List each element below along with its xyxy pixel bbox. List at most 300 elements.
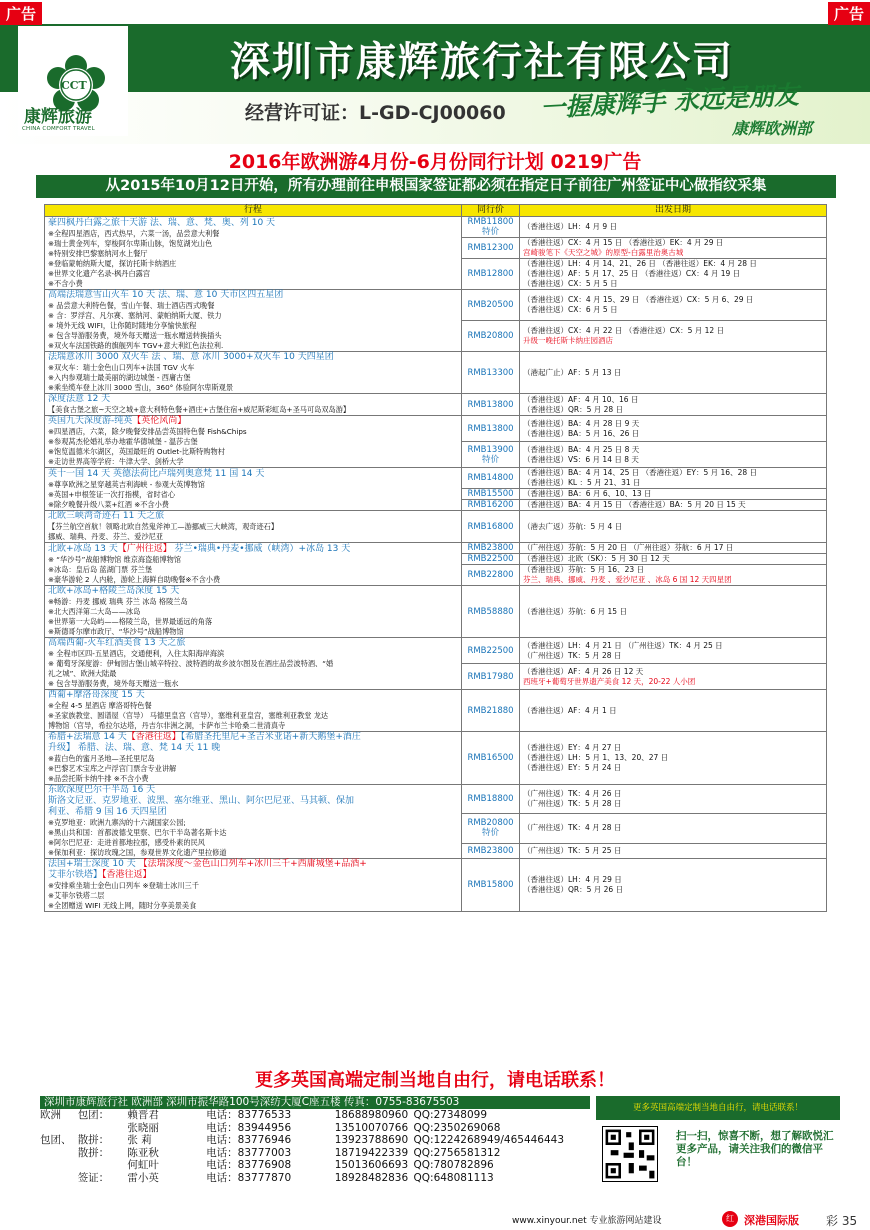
website-url: www.xinyour.net 专业旅游网站建设 (512, 1216, 662, 1226)
route-title (48, 690, 458, 701)
contact-role: 散拼： (77, 1134, 110, 1146)
route-feature: ※登临蒙帕纳斯大厦，探访托斯卡纳酒庄 (48, 258, 177, 268)
table-row (45, 638, 827, 664)
price-cell (462, 489, 520, 500)
route-feature: 博物馆（官导，希拉尔达塔，丹吉尔非洲之洞，卡萨布兰卡哈桑二世清真寺 (48, 721, 286, 730)
date-note: 西班牙+葡萄牙世界遗产美食 12 天，20-22 人小团 (523, 676, 696, 686)
route-feature: ※豪华游轮 2 人内舱，游轮上海鲜自助晚餐※不含小费 (48, 574, 221, 584)
price-cell (462, 416, 520, 442)
price-cell (462, 238, 520, 259)
route-title-line3: 利亚、希腊 9 国 16 天四星团 (48, 807, 167, 817)
price-value: RMB22500 (467, 645, 514, 656)
route-feature: ※双火车：瑞士金色山口列车+法国 TGV 火车 (48, 363, 195, 372)
route-feature: ※瑞士黄金列车，穿梭阿尔卑斯山脉，饱览湖光山色 (48, 238, 213, 248)
price-value: RMB12300 (467, 243, 514, 253)
newspaper-logo-icon: 红 (722, 1211, 738, 1227)
price-cell (462, 217, 520, 238)
route-feature: ※阿尔巴尼亚：走进首都地拉那，感受朴素的民风 (48, 838, 205, 847)
route-title (48, 218, 458, 229)
departure-date: （香港往返）AF：4 月 10、16 日 (523, 394, 639, 404)
ad-tag-right: 广告 (828, 2, 870, 25)
route-title-text: 北欧三峡湾奇迹石 11 天之旅 (48, 511, 165, 521)
contact-name: 赖晋君 (127, 1109, 159, 1121)
departure-date: （香港往返）AF：4 月 26 日 12 天 (523, 666, 644, 676)
route-feature: ※英国+申根签证一次打指模，省时省心 (48, 489, 176, 499)
departure-date: （广州往返）TK：5 月 28 日 (523, 799, 622, 809)
date-cell (520, 843, 827, 858)
ad-tag-left: 广告 (0, 2, 42, 25)
route-feature: ※走访世界高等学府：牛津大学、剑桥大学 (48, 457, 184, 466)
table-row (45, 732, 827, 785)
license-number: 经营许可证：L-GD-CJ00060 (245, 102, 506, 124)
price-value: RMB13300 (467, 367, 514, 378)
price-cell (462, 543, 520, 554)
route-title2-text: 艾菲尔铁塔】 (48, 870, 103, 880)
more-info-banner: 更多英国高端定制当地自由行，请电话联系！ (255, 1070, 615, 1091)
contact-group: 欧洲 (40, 1109, 61, 1121)
price-value: RMB20500 (467, 300, 514, 310)
logo (18, 26, 128, 136)
contact-row (40, 1159, 590, 1172)
date-cell (520, 259, 827, 290)
date-cell (520, 489, 827, 500)
fingerprint-notice: 从2015年10月12日开始，所有办理前往申根国家签证都必须在指定日子前往广州签证中心做指纹采集 (36, 175, 836, 198)
route-title-highlight: 【法瑞深度～金色山口列车+冰川三千+西庸城堡+品酒+ (135, 859, 367, 869)
logo-mark: CCT (61, 79, 87, 92)
price-cell (462, 565, 520, 586)
date-cell (520, 442, 827, 468)
price-cell (462, 554, 520, 565)
date-cell (520, 859, 827, 912)
contact-row (40, 1109, 590, 1122)
price-tag: 特价 (481, 828, 499, 839)
table-row (45, 217, 827, 238)
route-feature: ※ 全程市区四-五星酒店，交通便利，入住太阳海岸海滨 (48, 649, 225, 658)
contact-row (40, 1122, 590, 1135)
date-cell (520, 238, 827, 259)
header-route: 行程 (45, 205, 462, 217)
slogan: 一握康辉手 永远是朋友 (539, 80, 800, 123)
table-row (45, 859, 827, 912)
price-value: RMB15500 (467, 489, 514, 499)
route-feature: ※ 品尝意大利特色餐，雪山午餐、瑞士酒店西式晚餐 (48, 301, 215, 310)
contact-role (78, 1122, 128, 1135)
route-title2-text: 升级】 希腊、法、瑞、意、梵 14 天 11 晚 (48, 743, 221, 753)
route-title-text: 豪四枫丹白露之旅十天游 法、瑞、意、梵、奥、列 10 天 (48, 217, 276, 228)
departure-date: （广州往返）TK：5 月 25 日 (523, 845, 622, 855)
date-cell (520, 352, 827, 394)
route-feature: ※ 包含导游服务费，境外每天赠送一瓶水 (48, 679, 179, 688)
price-value: RMB11800 (467, 217, 514, 227)
route-feature: ※畅游：丹麦 挪威 瑞典 芬兰 冰岛 格陵兰岛 (48, 597, 188, 606)
route-cell (45, 543, 462, 586)
date-cell (520, 511, 827, 543)
table-row (45, 511, 827, 543)
header (0, 0, 870, 148)
route-feature: ※乘坐缆车登上冰川 3000 雪山，360° 体验阿尔卑斯观景 (48, 383, 234, 392)
route-title2-text: 斯洛文尼亚、克罗地亚、波黑、塞尔维亚、黑山、阿尔巴尼亚、马其顿、保加 (48, 796, 355, 806)
date-cell (520, 468, 827, 489)
date-cell (520, 290, 827, 321)
route-title-text: 北欧+冰岛 13 天 (48, 543, 118, 554)
scan-promo-text: 扫一扫，惊喜不断，想了解欧悦汇更多产品，请关注我们的微信平台！ (676, 1130, 834, 1168)
price-cell (462, 732, 520, 785)
contact-name: 何虹叶 (127, 1159, 159, 1171)
route-feature: ※参观莴杰伦婚礼举办地霍华德城堡 - 温莎古堡 (48, 437, 198, 446)
route-cell (45, 352, 462, 394)
route-feature: ※安排乘坐瑞士金色山口列车 ※登瑞士冰川三千 (48, 881, 199, 890)
date-cell (520, 664, 827, 690)
route-title (48, 732, 458, 743)
contact-role: 包团： (77, 1109, 110, 1121)
route-cell (45, 732, 462, 785)
departure-date: （香港往返）BA：4 月 15 日 （香港往返）BA：5 月 20 日 15 天 (523, 500, 746, 509)
contact-mobile[interactable]: 18719422339 (334, 1146, 409, 1159)
price-value: RMB16200 (467, 500, 514, 510)
date-cell (520, 690, 827, 732)
table-row (45, 690, 827, 732)
route-cell (45, 638, 462, 690)
price-cell (462, 442, 520, 468)
route-feature: ※ 境外无线 WIFI，让你随时随地分享愉快旅程 (48, 321, 197, 330)
departure-date: （香港往返）EY：5 月 24 日 (523, 763, 622, 772)
qr-code-icon[interactable] (602, 1126, 658, 1182)
route-feature: ※尊享欧洲之星穿越英吉利海峡 - 参观大英博物馆 (48, 479, 205, 489)
departure-date: （香港往返）VS：6 月 14 日 8 天 (523, 454, 639, 464)
contact-mobile[interactable]: 18928482836 (334, 1171, 409, 1184)
route-feature: ※入内参观瑞士最美丽的湖边城堡 - 西庸古堡 (48, 373, 191, 382)
price-value: RMB23800 (467, 543, 514, 553)
contact-phone[interactable]: 电话：83776908 (206, 1159, 292, 1171)
header-price: 同行价 (462, 205, 520, 217)
date-cell (520, 565, 827, 586)
contact-group (40, 1147, 78, 1160)
contact-footer (40, 1096, 590, 1184)
route-title-line2 (48, 743, 458, 754)
route-feature: ※除夕晚餐升级八菜+红酒 ※不含小费 (48, 499, 169, 509)
contact-row (40, 1172, 590, 1185)
departure-date: （香港往返）QR：5 月 26 日 (523, 885, 624, 894)
contact-mobile[interactable]: 13510070766 (334, 1121, 409, 1134)
contact-phone[interactable]: 电话：83944956 (206, 1121, 292, 1134)
route-cell (45, 785, 462, 859)
date-cell (520, 814, 827, 843)
contact-phone[interactable]: 电话：83777003 (206, 1146, 292, 1159)
company-name: 深圳市康辉旅行社有限公司 (230, 39, 734, 85)
price-cell (462, 321, 520, 352)
departure-date: （香港往返）CX：6 月 5 日 (523, 305, 618, 314)
route-feature: ※黑山共和国：首都波德戈里察、巴尔干半岛著名斯卡达 (48, 828, 227, 837)
contact-group: 包团、 (40, 1134, 72, 1146)
price-cell (462, 690, 520, 732)
route-feature: ※ 含：罗浮宫、凡尔赛、塞纳河、蒙帕纳斯大厦、铁力 (48, 311, 222, 320)
table-body (45, 217, 827, 912)
contact-group (40, 1172, 78, 1185)
route-title (48, 511, 458, 522)
edition-name: 深港国际版 (744, 1214, 799, 1227)
price-value: RMB15800 (467, 880, 514, 890)
header-dates: 出发日期 (520, 205, 827, 217)
contact-role (78, 1159, 128, 1172)
route-title-text: 英国九天深度游-纯英 (48, 416, 133, 426)
route-title-text: 西葡+摩洛哥深度 15 天 (48, 690, 145, 700)
departure-date: （港去广返）芬航：5 月 4 日 (523, 521, 623, 531)
departure-date: （广州往返）TK：5 月 28 日 (523, 650, 622, 660)
date-cell (520, 416, 827, 442)
company-address-line: 深圳市康辉旅行社 欧洲部 深圳市振华路100号深纺大厦C座五楼 传真：0755-83675503 (40, 1096, 590, 1109)
date-cell (520, 217, 827, 238)
route-feature: ※全团赠送 WIFI 无线上网，随时分享美景美食 (48, 901, 197, 910)
route-feature: ※特别安排巴黎塞纳河水上餐厅 (48, 248, 148, 258)
price-tag: 特价 (481, 227, 499, 237)
plan-title: 2016年欧洲游4月份-6月份同行计划 0219广告 (228, 151, 642, 173)
table-row (45, 785, 827, 814)
route-title-line2 (48, 870, 458, 881)
route-feature: 礼之城”、欧洲大陆最 (48, 669, 117, 678)
price-cell (462, 511, 520, 543)
route-cell (45, 394, 462, 416)
promo-text: 更多英国高端定制当地自由行，请电话联系！ (596, 1096, 840, 1120)
route-feature: 挪威、瑞典、丹麦、芬兰、爱沙尼亚 (48, 532, 164, 541)
table-row (45, 416, 827, 442)
table-row (45, 394, 827, 416)
contact-qq[interactable]: QQ:1224268949/465446443 (413, 1134, 565, 1146)
route-feature: ※双火车法国铁路的旗舰列车 TGV+意大利红色法拉利. (48, 341, 224, 350)
price-cell (462, 500, 520, 511)
departure-date: （香港往返）LH：4 月 21 日 （广州往返）TK：4 月 25 日 (523, 640, 723, 650)
departure-date: （香港往返）芬航：5 月 16、23 日 (523, 565, 645, 574)
route-title-tail: 【希腊圣托里尼+圣吉米亚诺+新天鹅堡+酒庄 (180, 732, 361, 742)
price-cell (462, 394, 520, 416)
price-cell (462, 638, 520, 664)
contact-role: 散拼： (77, 1146, 110, 1159)
departure-date: （广州往返）TK：4 月 26 日 (523, 789, 622, 799)
departure-date: （广州往返）芬航：5 月 20 日 （广州往返）芬航：6 月 17 日 (523, 543, 734, 552)
contact-name: 雷小英 (127, 1171, 159, 1184)
price-cell (462, 259, 520, 290)
price-value: RMB21880 (467, 705, 514, 716)
route-cell (45, 690, 462, 732)
price-value: RMB17980 (467, 671, 514, 682)
departure-date: （香港往返）CX：5 月 5 日 (523, 279, 618, 288)
departure-date: （香港往返）LH：4 月 29 日 (523, 875, 622, 884)
departure-date: （香港往返）北欧（SK）：5 月 30 日 12 天 (523, 554, 670, 563)
table-row (45, 468, 827, 489)
contact-group (40, 1122, 78, 1135)
route-title (48, 859, 458, 870)
price-value: RMB20800 (467, 818, 514, 829)
price-cell (462, 859, 520, 912)
route-feature: ※四星酒店，六菜，除夕晚餐安排品尝英国特色餐 Fish&Chips (48, 427, 247, 436)
departure-date: （香港往返）CX：4 月 22 日 （香港往返）CX：5 月 12 日 (523, 326, 725, 335)
route-cell (45, 290, 462, 352)
table-row (45, 543, 827, 554)
departure-date: （港起广止）AF：5 月 13 日 (523, 367, 622, 377)
route-title2-highlight: 【香港往返】 (102, 870, 152, 880)
departure-date: （香港往返）BA：4 月 14、25 日 （香港往返）EY：5 月 16、28 日 (523, 468, 758, 477)
route-title-text: 法国+瑞士深度 10 天 (48, 859, 136, 869)
contact-qq[interactable]: QQ:2350269068 (413, 1121, 501, 1134)
route-feature: ※饱览温德米尔湖区，英国最旺的 Outlet-比斯特购物村 (48, 447, 225, 456)
price-tag: 特价 (481, 454, 499, 465)
page-bottom-bar (0, 1208, 870, 1230)
route-title (48, 785, 458, 796)
price-cell (462, 785, 520, 814)
route-feature: ※斯德哥尔摩市政厅、“华沙号”战船博物馆 (48, 627, 184, 636)
route-feature: ※保加利亚：探访玫瑰之国，参观世界文化遗产里拉修道 (48, 848, 227, 857)
contact-role: 签证： (77, 1171, 110, 1184)
price-cell (462, 586, 520, 638)
contact-mobile[interactable]: 15013606693 (334, 1159, 409, 1171)
contact-row (40, 1147, 590, 1160)
price-cell (462, 352, 520, 394)
route-title (48, 352, 458, 363)
contact-qq[interactable]: QQ:780782896 (413, 1159, 494, 1171)
date-cell (520, 394, 827, 416)
route-title-text: 高端西葡-火车红酒美食 13 天之旅 (48, 638, 186, 648)
route-title-text: 希腊+法瑞意 14 天 (48, 732, 127, 742)
route-feature: 【美食古堡之旅~天空之城+意大利特色餐+酒庄+古堡住宿+威尼斯彩虹岛+圣马可岛双岛游】 (48, 405, 351, 414)
route-feature: ※ “华沙号”战船博物馆 维京海盗船博物馆 (48, 554, 182, 564)
departure-date: （香港往返）AF：5 月 17、25 日 （香港往返）CX：4 月 19 日 (523, 269, 741, 278)
route-feature: ※蓝白色的蜜月圣地—圣托里尼岛 (48, 754, 155, 763)
departure-date: （香港往返）AF：4 月 1 日 (523, 705, 617, 715)
departure-date: （香港往返）CX：4 月 15、29 日 （香港往返）CX：5 月 6、29 日 (523, 295, 754, 304)
logo-english-name: CHINA COMFORT TRAVEL (22, 126, 95, 132)
route-title-highlight: 【英伦风尚】 (132, 416, 187, 426)
page-number: 彩 35 (826, 1214, 858, 1228)
table-row (45, 290, 827, 321)
departure-date: （香港往返）LH：5 月 1、13、20、27 日 (523, 753, 669, 762)
date-cell (520, 732, 827, 785)
departure-date: （香港往返）QR：5 月 28 日 (523, 404, 624, 414)
route-feature: ※北大西洋第二大岛——冰岛 (48, 607, 141, 616)
route-title-text: 北欧+冰岛+格陵兰岛深度 15 天 (48, 586, 180, 596)
contact-mobile[interactable]: 13923788690 (334, 1134, 409, 1146)
route-feature: ※世界文化遗产名录-枫丹白露宫 (48, 268, 151, 278)
date-cell (520, 500, 827, 511)
date-cell (520, 321, 827, 352)
contact-group (40, 1159, 78, 1172)
date-note: 芬兰、瑞典、挪威、丹麦 、爱沙尼亚 、冰岛 6 国 12 天四星团 (523, 575, 732, 584)
departure-date: （广州往返）TK：4 月 28 日 (523, 823, 622, 833)
price-cell (462, 814, 520, 843)
date-cell (520, 554, 827, 565)
date-note: 宫崎骏笔下《天空之城》的原型-白露里治奥古城 (523, 248, 684, 257)
date-cell (520, 543, 827, 554)
price-value: RMB18800 (467, 794, 514, 805)
contact-qq[interactable]: QQ:648081113 (413, 1171, 494, 1184)
departure-date: （香港往返）EY：4 月 27 日 (523, 743, 622, 752)
price-value: RMB13900 (467, 444, 514, 455)
promo-box (596, 1096, 840, 1184)
route-title (48, 416, 458, 427)
departure-date: （香港往返）LH：4 月 9 日 (523, 222, 618, 231)
route-feature: ※全程 4-5 星酒店 摩洛哥特色餐 (48, 701, 152, 710)
route-cell (45, 586, 462, 638)
date-cell (520, 785, 827, 814)
date-note: 升级一晚托斯卡纳庄园酒店 (523, 336, 613, 345)
contact-phone[interactable]: 电话：83776946 (206, 1134, 292, 1146)
route-feature: ※艾菲尔铁塔二层 (48, 891, 105, 900)
route-title-highlight: 【广州往返】 (117, 543, 172, 554)
route-feature: ※巴黎艺术宝库之卢浮宫门票含专业讲解 (48, 764, 177, 773)
contact-list (40, 1109, 590, 1184)
route-cell (45, 416, 462, 468)
route-feature: ※圣家族教堂、圆谱屋（官导） 马德里皇宫（官导），塞维利亚皇宫，塞维利亚教堂 龙达 (48, 711, 329, 720)
price-value: RMB13800 (467, 399, 514, 410)
route-title-text: 东欧深度巴尔干半岛 16 天 (48, 785, 156, 795)
route-title-text: 高端法瑞意雪山火车 10 天 法、瑞、意 10 天市区四五星团 (48, 290, 284, 300)
departure-date: （香港往返）LH：4 月 14、21、26 日 （香港往返）EK：4 月 28 日 (523, 259, 757, 268)
route-feature: 【芬兰航空首航！领略北欧自然鬼斧神工—游挪威三大峡湾，观奇迹石】 (48, 522, 279, 531)
route-title-line2 (48, 796, 458, 807)
date-cell (520, 638, 827, 664)
price-cell (462, 664, 520, 690)
route-feature: ※ 葡萄牙深度游：伊甸园古堡山城辛特拉、波特酒的故乡波尔图及在酒庄品尝波特酒、“婚 (48, 659, 334, 668)
logo-name: 康辉旅游 (24, 107, 92, 127)
route-title (48, 290, 458, 301)
price-cell (462, 468, 520, 489)
route-feature: ※克罗地亚：欧洲九寨沟的十六湖国家公园; (48, 818, 186, 827)
price-value: RMB12800 (467, 269, 514, 279)
route-feature: ※世界第一大岛屿——格陵兰岛，世界最遥远的角落 (48, 617, 213, 626)
price-value: RMB16800 (467, 521, 514, 532)
route-feature: ※品尝托斯卡纳牛排 ※不含小费 (48, 774, 149, 783)
route-title (48, 394, 458, 405)
departure-date: （香港往返）KL ：5 月 21、31 日 (523, 478, 641, 487)
price-value: RMB58880 (467, 606, 514, 617)
contact-mobile[interactable]: 18688980960 (334, 1109, 409, 1121)
contact-qq[interactable]: QQ:2756581312 (413, 1146, 501, 1159)
table-row (45, 586, 827, 638)
route-title-highlight: 【香港往返】 (126, 732, 181, 742)
departure-date: （香港往返）BA：4 月 28 日 9 天 (523, 418, 640, 428)
departure-date: （香港往返）BA：4 月 25 日 8 天 (523, 444, 640, 454)
contact-name: 陈亚秋 (127, 1146, 159, 1159)
price-cell (462, 290, 520, 321)
price-value: RMB13800 (467, 423, 514, 434)
route-feature: ※ 包含导游服务费，境外每天赠送一瓶水赠送转换插头 (48, 331, 222, 340)
contact-phone[interactable]: 电话：83777870 (206, 1171, 292, 1184)
contact-phone[interactable]: 电话：83776533 (206, 1109, 292, 1121)
route-title (48, 544, 458, 555)
price-cell (462, 843, 520, 858)
department-name: 康辉欧洲部 (732, 119, 813, 138)
route-feature: ※全程四星酒店，西式热早，六菜一汤，品尝意大利餐 (48, 228, 220, 238)
table-header-row (45, 205, 827, 217)
departure-date: （香港往返）芬航：6 月 15 日 (523, 606, 627, 616)
route-title (48, 469, 458, 480)
route-feature: ※不含小费 (48, 278, 83, 288)
route-cell (45, 511, 462, 543)
contact-name: 张晓丽 (127, 1121, 159, 1134)
route-title (48, 586, 458, 597)
price-value: RMB20800 (467, 331, 514, 341)
price-value: RMB22800 (467, 570, 514, 580)
route-cell (45, 859, 462, 912)
price-value: RMB16500 (467, 753, 514, 763)
contact-qq[interactable]: QQ:27348099 (413, 1109, 488, 1121)
itinerary-table (44, 204, 827, 912)
route-title-text: 深度法意 12 天 (48, 394, 111, 404)
route-title-text: 法瑞意冰川 3000 双火车 法 、瑞、意 冰川 3000+双火车 10 天四星团 (48, 352, 334, 362)
price-value: RMB23800 (467, 845, 514, 856)
route-title (48, 638, 458, 649)
price-value: RMB14800 (467, 473, 514, 483)
contact-row (40, 1134, 590, 1147)
route-feature: ※冰岛：皇后岛 蓝湖门票 芬兰堡 (48, 564, 153, 574)
